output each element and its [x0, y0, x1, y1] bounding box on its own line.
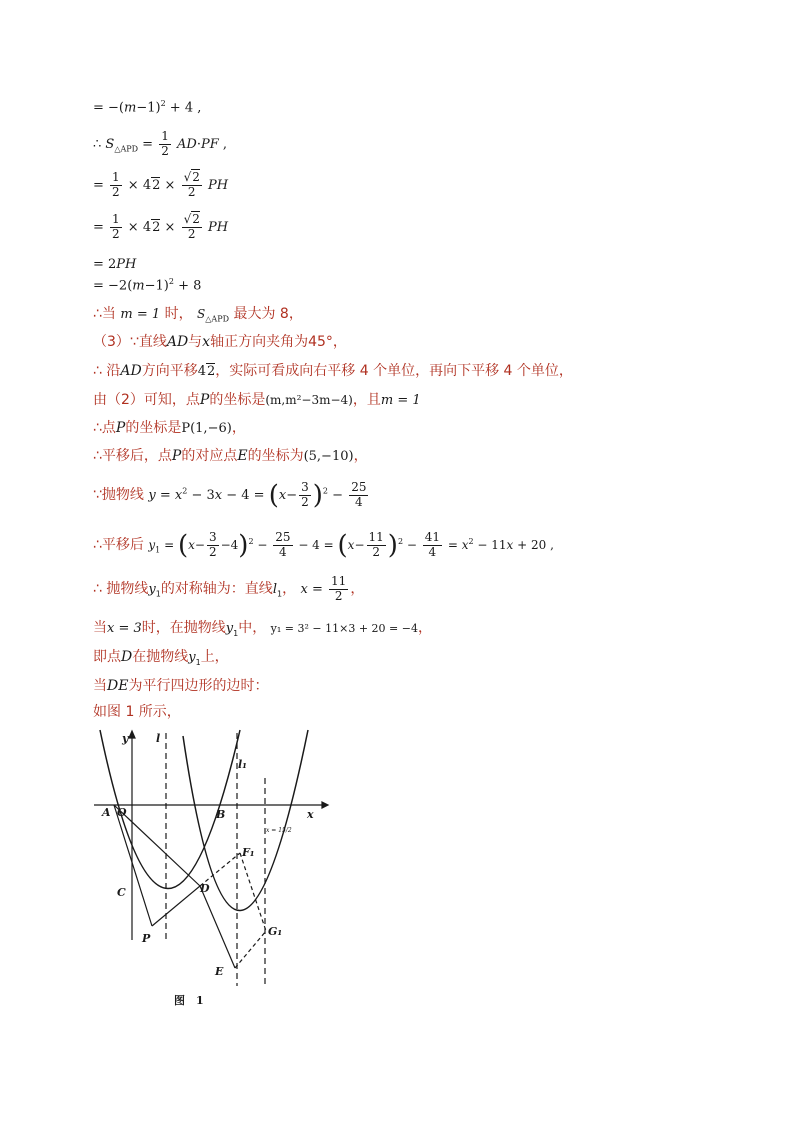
solution-line-6: = $-2(m-1)^2 + 8$ — [93, 277, 202, 294]
label-O: O — [117, 806, 127, 819]
label-D: D — [200, 882, 210, 895]
solution-line-1: = $-(m-1)^2 + 4$ , — [93, 99, 202, 116]
solution-line-5: = 2PH — [93, 257, 137, 272]
solution-line-3: = $\frac{1}{2}$ × 42 × $\frac{√2}{2}$ PH — [93, 170, 229, 199]
solution-line-7: ∴当 m = 1 时， $S_{\triangle APD}$ 最大为 8， — [93, 306, 303, 324]
y-axis-arrow — [129, 731, 135, 738]
label-C: C — [117, 886, 126, 899]
solution-line-15: ∴ 抛物线$y_1$的对称轴为：直线$l_1$， x = $\frac{11}{2}$ ， — [93, 574, 365, 603]
label-G1: G₁ — [268, 925, 283, 938]
solution-line-14: ∴平移后 $y_1 = (x-$ $\frac{3}{2}$ −4)$^2$ − $\frac{25}{4}$ − 4 = (x− $\frac{11}{2}$ )$^2$ − $\frac{41}{4}$ = $x^2 - 11x + 20$ , — [93, 530, 554, 561]
label-A: A — [102, 806, 111, 819]
solution-line-13: ∵抛物线 $y = x^2 - 3x - 4 = (x-$ $\frac{3}{2}$ )$^2$ − $\frac{25}{4}$ — [93, 480, 367, 511]
solution-line-2: ∴ $S_{\triangle APD}$ = $\frac{1}{2}$ AD·PF , — [93, 129, 227, 158]
segment-F1G1 — [240, 853, 266, 931]
solution-line-11: ∴点P的坐标是P(1,−6)， — [93, 420, 246, 436]
figure-1 — [92, 728, 332, 1013]
label-P: P — [142, 932, 151, 945]
x-axis-arrow — [322, 802, 328, 808]
label-l1: l₁ — [238, 758, 247, 771]
solution-line-9: ∴ 沿AD方向平移42，实际可看成向右平移 4 个单位，再向下平移 4 个单位， — [93, 363, 573, 379]
solution-line-10: 由（2）可知，点P的坐标是(m,m²−3m−4)，且m = 1 — [93, 392, 421, 408]
label-B: B — [216, 808, 226, 821]
solution-line-8: （3）∵直线AD与x轴正方向夹角为45°， — [93, 334, 347, 350]
solution-line-17: 即点D在抛物线$y_1$上， — [93, 649, 229, 667]
label-y: y — [122, 732, 129, 745]
label-E: E — [215, 965, 224, 978]
label-axis-equation: x = 15/2 — [266, 827, 292, 834]
segment-EG1 — [235, 931, 266, 968]
solution-line-4: = $\frac{1}{2}$ × 42 × $\frac{√2}{2}$ PH — [93, 212, 229, 241]
solution-line-19: 如图 1 所示， — [93, 704, 181, 720]
label-F1: F₁ — [242, 846, 255, 859]
figure-caption: 图 1 — [174, 994, 204, 1007]
segment-DE — [200, 886, 235, 968]
label-x: x — [307, 808, 314, 821]
solution-line-18: 当DE为平行四边形的边时： — [93, 678, 269, 694]
segment-PD — [152, 886, 200, 926]
solution-line-12: ∴平移后，点P的对应点E的坐标为(5,−10)， — [93, 448, 368, 464]
solution-line-16: 当x = 3时，在抛物线$y_1$中， y₁ = 3² − 11×3 + 20 = −4， — [93, 620, 432, 638]
label-l: l — [156, 732, 161, 745]
